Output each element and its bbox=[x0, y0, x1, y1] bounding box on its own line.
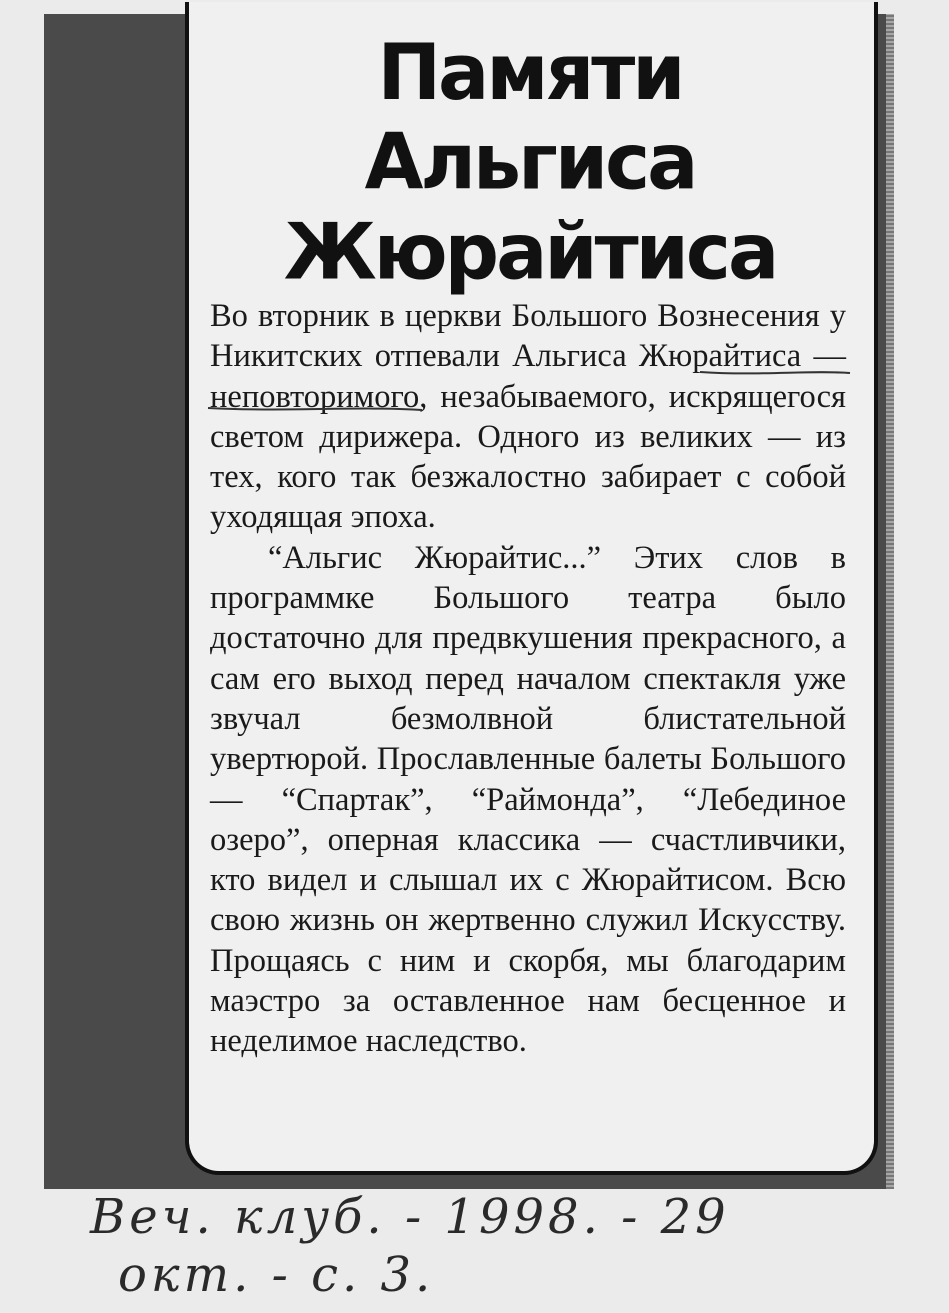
headline-line-1: Памяти bbox=[377, 26, 683, 118]
paragraph-1: Во вторник в церкви Большого Вознесения у Никитских отпевали Альгиса Жюрайтиса — неповторимого, незабываемого, искрящегося светом дирижера. Одного из великих — из тех, кого так безжалостно забирает с собой уходящая эпоха. bbox=[210, 298, 846, 536]
headline-line-2: Альгиса bbox=[364, 116, 696, 207]
dotted-edge bbox=[886, 14, 894, 1189]
headline-line-3: Жюрайтиса bbox=[283, 205, 777, 297]
handwritten-source-note bbox=[90, 1188, 890, 1304]
paragraph-2: “Альгис Жюрайтис...” Этих слов в программке Большого театра было достаточно для предвкушения прекрасного, а сам его выход перед началом спектакля уже звучал безмолвной блистательной увертюрой. Прославленные балеты Большого — “Спартак”, “Раймонда”, “Лебединое озеро”, оперная классика — счастливчики, кто видел и слышал их с Жюрайтисом. Всю свою жизнь он жертвенно служил Искусству. Прощаясь с ним и скорбя, мы благодарим маэстро за оставленное нам бесценное и неделимое наследство. bbox=[210, 539, 846, 1060]
article-headline bbox=[190, 27, 870, 296]
handwritten-line-2: окт. - с. 3. bbox=[118, 1247, 435, 1303]
handwritten-line-1: Веч. клуб. - 1998. - 29 bbox=[90, 1189, 730, 1245]
article-body bbox=[210, 296, 846, 1062]
